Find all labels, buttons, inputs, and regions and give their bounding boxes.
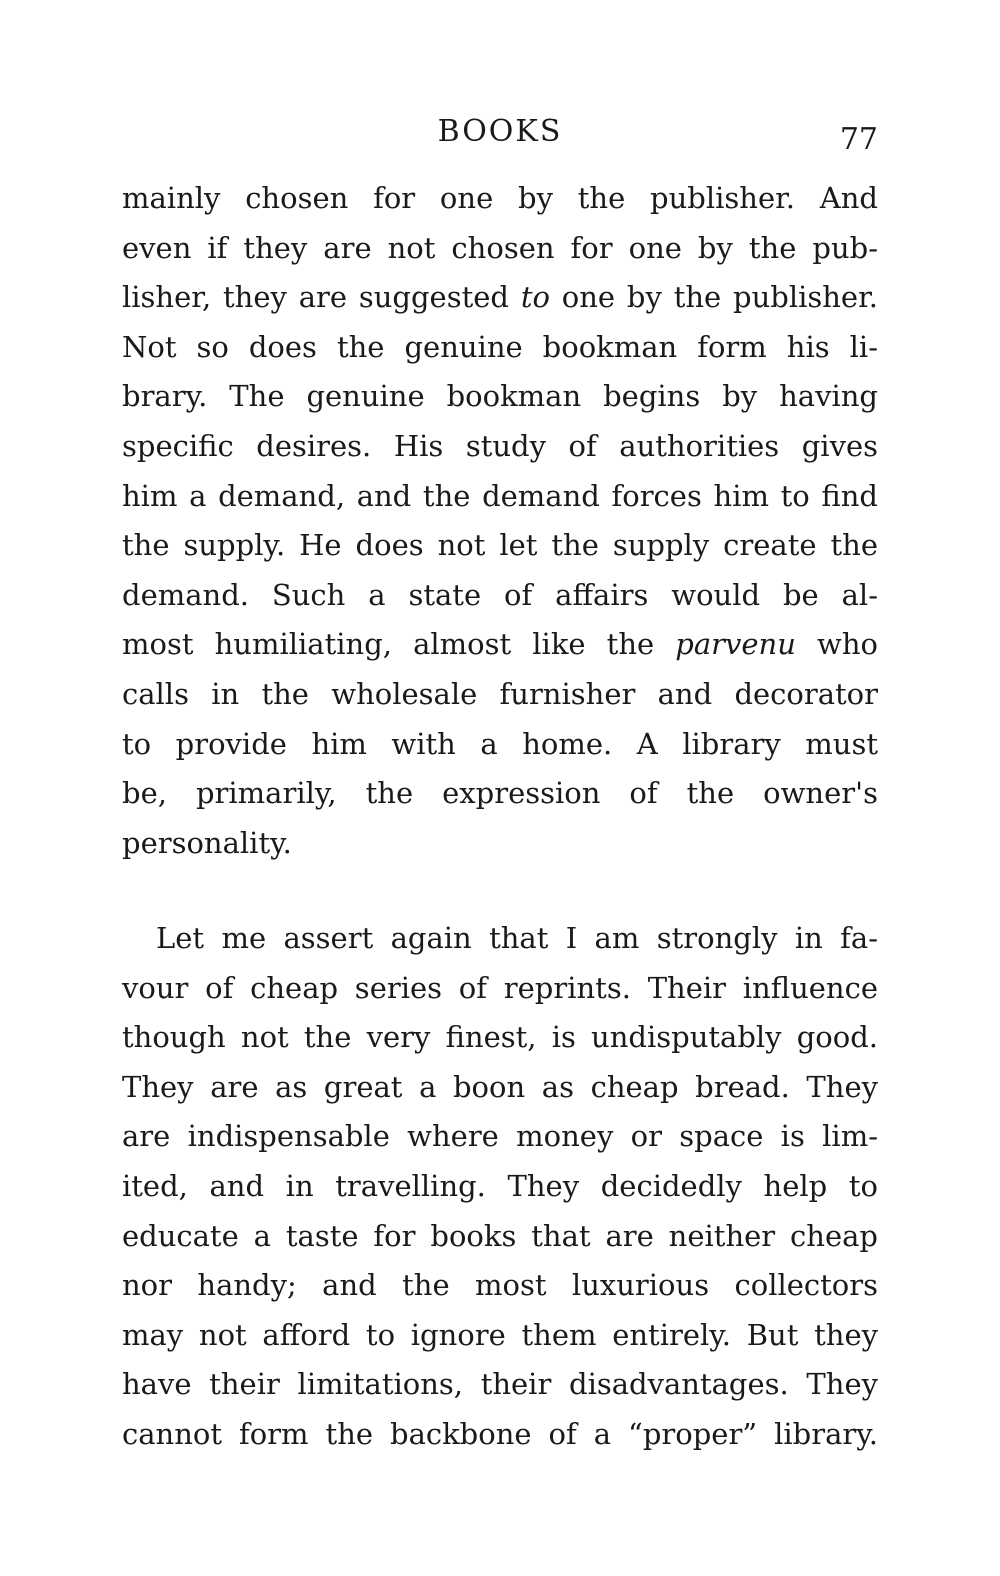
text-line: educate a taste for books that are neither cheap: [122, 1218, 878, 1253]
text-line: Not so does the genuine bookman form his li-: [122, 329, 878, 364]
running-head: [122, 112, 878, 162]
text-line: are indispensable where money or space is lim-: [122, 1119, 878, 1154]
paragraph-1: [122, 174, 878, 868]
text-line: ited, and in travelling. They decidedly help to: [122, 1168, 878, 1203]
page-number: 77: [839, 122, 878, 157]
text-line: though not the very finest, is undisputably good.: [122, 1020, 878, 1055]
text-line: lisher, they are suggested to one by the publisher.: [122, 280, 878, 315]
text-line: demand. Such a state of affairs would be al-: [122, 577, 878, 612]
text-line: may not afford to ignore them entirely. But they: [122, 1317, 878, 1352]
text-line: to provide him with a home. A library must: [122, 726, 878, 761]
paragraph-2: [122, 914, 878, 1460]
text-line: calls in the wholesale furnisher and decorator: [122, 676, 878, 711]
text-line: nor handy; and the most luxurious collectors: [122, 1268, 878, 1303]
text-line: vour of cheap series of reprints. Their influence: [122, 970, 878, 1005]
text-line: even if they are not chosen for one by the pub-: [122, 230, 878, 265]
text-line: personality.: [122, 825, 292, 860]
text-line: Let me assert again that I am strongly in fa-: [156, 921, 878, 955]
text-line: They are as great a boon as cheap bread. They: [122, 1069, 878, 1104]
text-line: specific desires. His study of authorities gives: [122, 428, 878, 463]
text-line: mainly chosen for one by the publisher. And: [122, 181, 878, 215]
text-line: him a demand, and the demand forces him to find: [122, 478, 878, 513]
text-line: the supply. He does not let the supply create the: [122, 528, 878, 563]
text-line: cannot form the backbone of a “proper” library.: [122, 1416, 878, 1451]
text-line: have their limitations, their disadvantages. They: [122, 1367, 878, 1402]
text-line: be, primarily, the expression of the owner's: [122, 776, 878, 811]
text-line: most humiliating, almost like the parvenu who: [122, 627, 879, 662]
running-title: BOOKS: [437, 114, 563, 149]
text-line: brary. The genuine bookman begins by having: [122, 379, 878, 414]
